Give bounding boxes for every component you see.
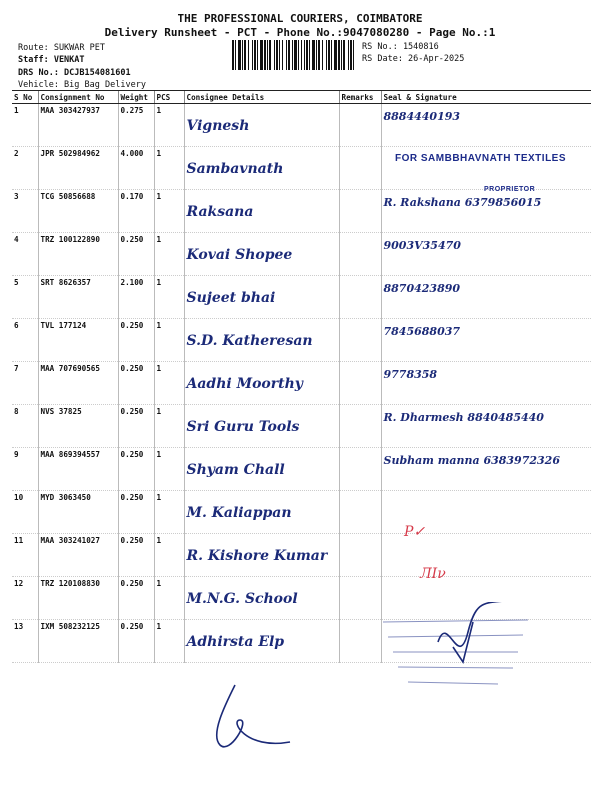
cell-consignee <box>184 577 339 620</box>
table-row <box>12 362 591 405</box>
cell-consignee <box>184 534 339 577</box>
cell-signature-text: Subham manna 6383972326 <box>383 454 560 467</box>
barcode-bar <box>286 40 287 70</box>
cell-remarks <box>339 448 381 491</box>
cell-weight: 0.250 <box>118 319 154 362</box>
table-row <box>12 319 591 362</box>
cell-sno: 9 <box>12 448 38 491</box>
cell-remarks <box>339 233 381 276</box>
cell-consignee <box>184 233 339 276</box>
barcode-bar <box>334 40 337 70</box>
cell-pcs: 1 <box>154 577 184 620</box>
cell-sno: 11 <box>12 534 38 577</box>
red-ink-mark: P✓ <box>404 524 426 540</box>
cell-consignee <box>184 319 339 362</box>
cell-pcs: 1 <box>154 190 184 233</box>
cell-weight: 4.000 <box>118 147 154 190</box>
cell-remarks <box>339 104 381 147</box>
col-header-weight: Weight <box>118 91 154 104</box>
cell-consignee-text: Sujeet bhai <box>186 290 276 306</box>
barcode-bar <box>301 40 302 70</box>
col-header-pcs: PCS <box>154 91 184 104</box>
col-header-remarks: Remarks <box>339 91 381 104</box>
cell-sno: 12 <box>12 577 38 620</box>
cell-signature-text: 8870423890 <box>383 282 461 295</box>
cell-pcs: 1 <box>154 448 184 491</box>
cell-signature-text: R. Dharmesh 8840485440 <box>383 411 544 424</box>
cell-weight: 0.250 <box>118 362 154 405</box>
barcode-bar <box>254 40 256 70</box>
cell-sno: 2 <box>12 147 38 190</box>
cell-sno: 1 <box>12 104 38 147</box>
cell-consignee-text: Sambavnath <box>186 161 284 177</box>
cell-weight: 0.250 <box>118 233 154 276</box>
col-header-consignment: Consignment No <box>38 91 118 104</box>
cell-consignment-no: MAA 707690565 <box>38 362 118 405</box>
barcode-bar <box>260 40 263 70</box>
staff-label: Staff: VENKAT <box>18 55 85 65</box>
rs-number: RS No.: 1540816 <box>362 42 439 52</box>
cell-weight: 0.250 <box>118 577 154 620</box>
cell-weight: 0.250 <box>118 405 154 448</box>
route-label: Route: SUKWAR PET <box>18 43 105 53</box>
barcode-bar <box>279 40 280 70</box>
cell-consignment-no: MAA 869394557 <box>38 448 118 491</box>
cell-signature-text: 9003V35470 <box>383 239 461 252</box>
cell-weight: 0.170 <box>118 190 154 233</box>
cell-remarks <box>339 491 381 534</box>
cell-sno: 6 <box>12 319 38 362</box>
cell-consignee-text: Adhirsta Elp <box>186 634 285 650</box>
barcode-bar <box>353 40 354 70</box>
barcode-bar <box>343 40 345 70</box>
cell-consignment-no: JPR 502984962 <box>38 147 118 190</box>
cell-pcs: 1 <box>154 104 184 147</box>
bottom-signature <box>205 680 295 760</box>
barcode-bar <box>242 40 243 70</box>
barcode-bar <box>322 40 323 70</box>
drs-label: DRS No.: DCJB154081601 <box>18 68 131 78</box>
barcode-bar <box>309 40 310 70</box>
cell-signature-text: 8884440193 <box>383 110 461 123</box>
cell-weight: 0.250 <box>118 491 154 534</box>
barcode-bar <box>348 40 349 70</box>
runsheet-subtitle: Delivery Runsheet - PCT - Phone No.:9047080280 - Page No.:1 <box>104 26 496 39</box>
table-row <box>12 448 591 491</box>
barcode-bar <box>306 40 308 70</box>
col-header-consignee: Consignee Details <box>184 91 339 104</box>
cell-consignment-no: NVS 37825 <box>38 405 118 448</box>
cell-pcs: 1 <box>154 276 184 319</box>
cell-consignee-text: Kovai Shopee <box>186 247 293 263</box>
cell-consignee-text: Raksana <box>186 204 254 220</box>
cell-consignee-text: R. Kishore Kumar <box>186 548 328 564</box>
cell-consignee-text: M. Kaliappan <box>186 505 292 521</box>
barcode-bar <box>294 40 297 70</box>
cell-pcs: 1 <box>154 147 184 190</box>
cell-consignee-text: S.D. Katheresan <box>186 333 313 349</box>
cell-signature <box>381 190 591 233</box>
cell-consignment-no: IXM 508232125 <box>38 620 118 663</box>
barcode-bar <box>232 40 234 70</box>
cell-weight: 0.275 <box>118 104 154 147</box>
cell-consignee <box>184 620 339 663</box>
cell-consignee-text: Aadhi Moorthy <box>186 376 303 392</box>
cell-signature <box>381 319 591 362</box>
rs-date: RS Date: 26-Apr-2025 <box>362 54 465 64</box>
table-row <box>12 276 591 319</box>
cell-remarks <box>339 319 381 362</box>
barcode-bar <box>276 40 278 70</box>
cell-pcs: 1 <box>154 233 184 276</box>
cell-sno: 8 <box>12 405 38 448</box>
cell-remarks <box>339 190 381 233</box>
cell-remarks <box>339 405 381 448</box>
barcode-bar <box>252 40 253 70</box>
cell-consignment-no: SRT 8626357 <box>38 276 118 319</box>
cell-remarks <box>339 620 381 663</box>
barcode-bar <box>298 40 299 70</box>
barcode-bar <box>282 40 283 70</box>
barcode-bar <box>288 40 290 70</box>
cell-consignee-text: Shyam Chall <box>186 462 285 478</box>
cell-remarks <box>339 276 381 319</box>
cell-signature <box>381 362 591 405</box>
table-row <box>12 491 591 534</box>
table-row <box>12 405 591 448</box>
cell-sno: 10 <box>12 491 38 534</box>
cell-pcs: 1 <box>154 491 184 534</box>
table-row <box>12 190 591 233</box>
barcode-bar <box>269 40 271 70</box>
cell-signature <box>381 448 591 491</box>
runsheet-table <box>12 90 591 663</box>
barcode-bar <box>326 40 327 70</box>
cell-consignee <box>184 491 339 534</box>
cell-pcs: 1 <box>154 405 184 448</box>
cell-consignee <box>184 362 339 405</box>
cell-weight: 0.250 <box>118 534 154 577</box>
barcode-bar <box>304 40 305 70</box>
cell-consignment-no: TRZ 100122890 <box>38 233 118 276</box>
cell-consignment-no: MAA 303241027 <box>38 534 118 577</box>
col-header-sno: S No <box>12 91 38 104</box>
company-title: THE PROFESSIONAL COURIERS, COIMBATORE <box>177 12 423 25</box>
barcode-bar <box>312 40 315 70</box>
cell-consignee <box>184 147 339 190</box>
barcode-bar <box>248 40 249 70</box>
barcode-bar <box>238 40 241 70</box>
cell-pcs: 1 <box>154 362 184 405</box>
table-row <box>12 534 591 577</box>
cell-remarks <box>339 534 381 577</box>
cell-sno: 7 <box>12 362 38 405</box>
cell-consignment-no: TVL 177124 <box>38 319 118 362</box>
cell-consignment-no: TRZ 120108830 <box>38 577 118 620</box>
table-header-row <box>12 91 591 104</box>
barcode-bar <box>350 40 352 70</box>
cell-signature <box>381 276 591 319</box>
cell-signature-text: R. Rakshana 6379856015 <box>383 196 542 209</box>
cell-signature-text: 9778358 <box>383 368 438 381</box>
barcode-graphic <box>232 40 356 70</box>
cell-remarks <box>339 147 381 190</box>
cell-sno: 5 <box>12 276 38 319</box>
cell-consignee <box>184 190 339 233</box>
barcode-bar <box>292 40 293 70</box>
cell-signature <box>381 405 591 448</box>
table-row <box>12 104 591 147</box>
barcode-bar <box>331 40 332 70</box>
cell-signature-text: 7845688037 <box>383 325 461 338</box>
cell-consignee <box>184 448 339 491</box>
textile-stamp: FOR SAMBBHAVNATH TEXTILES <box>395 153 567 164</box>
vehicle-label: Vehicle: Big Bag Delivery <box>18 80 146 90</box>
cell-consignee-text: Sri Guru Tools <box>186 419 300 435</box>
cell-consignee-text: M.N.G. School <box>186 591 298 607</box>
cell-sno: 13 <box>12 620 38 663</box>
cell-consignment-no: TCG 50856688 <box>38 190 118 233</box>
barcode-bar <box>264 40 266 70</box>
cell-consignee <box>184 104 339 147</box>
cell-signature <box>381 104 591 147</box>
barcode-bar <box>338 40 340 70</box>
barcode-bar <box>274 40 275 70</box>
barcode-bar <box>244 40 246 70</box>
barcode-bar <box>341 40 342 70</box>
cell-weight: 0.250 <box>118 620 154 663</box>
cell-sno: 3 <box>12 190 38 233</box>
red-ink-mark: ЛΙν <box>420 566 446 582</box>
col-header-signature: Seal & Signature <box>381 91 591 104</box>
barcode-bar <box>316 40 317 70</box>
cell-weight: 0.250 <box>118 448 154 491</box>
table-row <box>12 233 591 276</box>
barcode-bar <box>318 40 320 70</box>
cell-consignee <box>184 276 339 319</box>
cell-consignment-no: MAA 303427937 <box>38 104 118 147</box>
barcode-bar <box>235 40 236 70</box>
cell-pcs: 1 <box>154 534 184 577</box>
cell-consignee-text: Vignesh <box>186 118 250 134</box>
cell-signature <box>381 233 591 276</box>
barcode-bar <box>328 40 330 70</box>
cell-sno: 4 <box>12 233 38 276</box>
cell-remarks <box>339 577 381 620</box>
cell-pcs: 1 <box>154 620 184 663</box>
cell-remarks <box>339 362 381 405</box>
cell-consignment-no: MYD 3063450 <box>38 491 118 534</box>
proprietor-stamp: PROPRIETOR <box>484 186 536 193</box>
faded-seal-stamp <box>378 602 538 692</box>
cell-weight: 2.100 <box>118 276 154 319</box>
barcode-bar <box>257 40 258 70</box>
barcode-bar <box>267 40 268 70</box>
cell-pcs: 1 <box>154 319 184 362</box>
cell-consignee <box>184 405 339 448</box>
